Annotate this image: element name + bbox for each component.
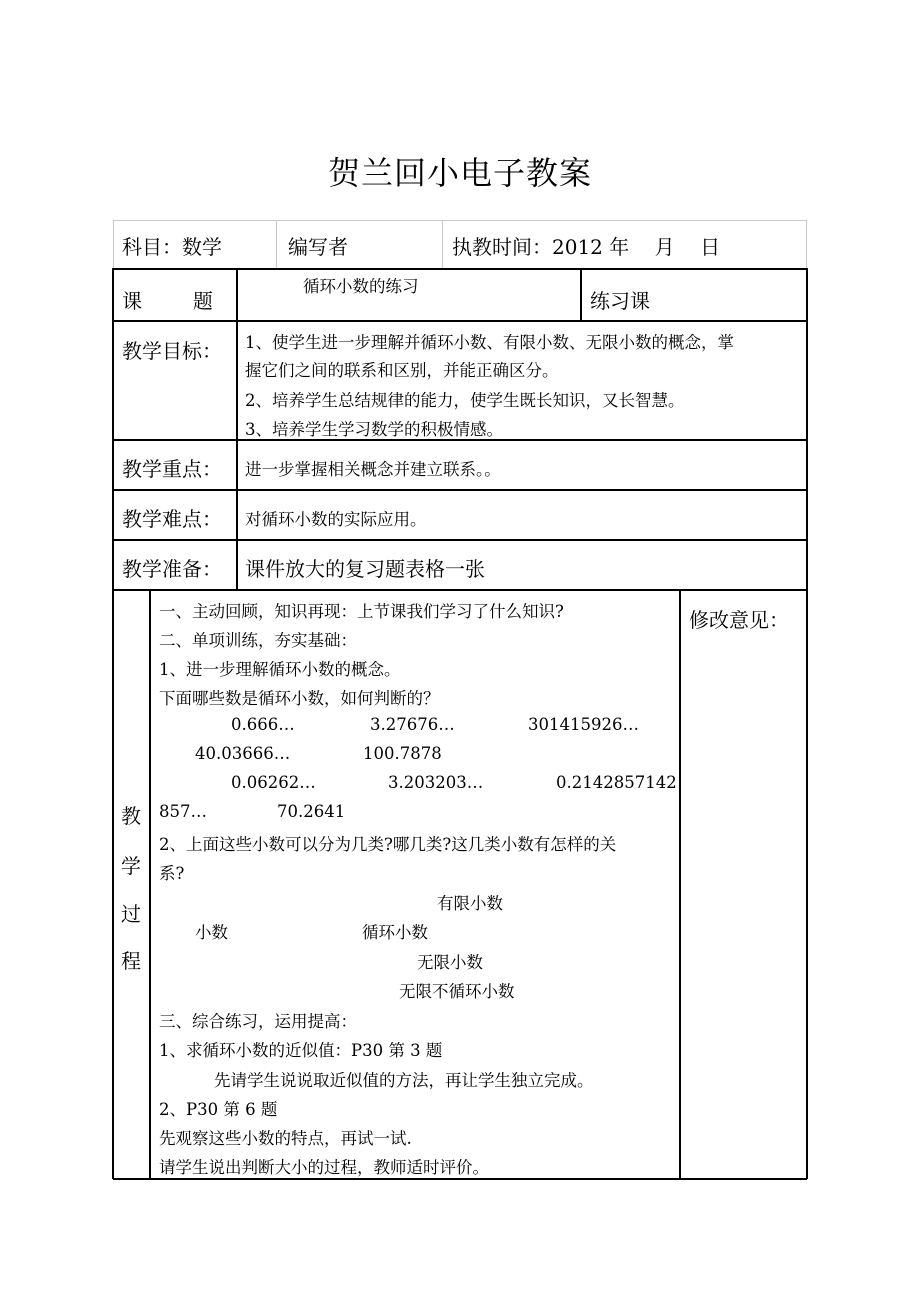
topic-label: 课 题 <box>122 289 213 313</box>
revision-label: 修改意见： <box>689 608 789 632</box>
classification-item: 无限不循环小数 <box>399 982 515 1001</box>
objective-line: 2、培养学生总结规律的能力，使学生既长知识，又长智慧。 <box>245 391 685 410</box>
classification-item: 无限小数 <box>417 953 483 972</box>
difficulty-value: 对循环小数的实际应用。 <box>245 510 427 529</box>
process-line: 请学生说出判断大小的过程，教师适时评价。 <box>159 1158 489 1177</box>
objective-line: 1、使学生进一步理解并循环小数、有限小数、无限小数的概念，掌 <box>245 333 734 352</box>
process-line: 先请学生说说取近似值的方法，再让学生独立完成。 <box>214 1071 594 1090</box>
classification-item: 小数 <box>195 923 228 942</box>
topic-value: 循环小数的练习 <box>303 277 419 296</box>
decimal-example: 70.2641 <box>277 802 346 821</box>
process-line: 1、进一步理解循环小数的概念。 <box>159 660 401 679</box>
decimal-example: 3.203203… <box>388 773 484 792</box>
process-line: 1、求循环小数的近似值：P30 第 3 题 <box>159 1041 443 1060</box>
decimal-example: 857… <box>159 802 207 821</box>
decimal-example: 100.7878 <box>363 744 442 763</box>
key-point-value: 进一步掌握相关概念并建立联系。。 <box>245 460 501 479</box>
decimal-example: 3.27676… <box>370 715 455 734</box>
document-title: 贺兰回小电子教案 <box>327 154 592 192</box>
decimal-example: 0.06262… <box>231 773 316 792</box>
objective-line: 3、培养学生学习数学的积极情感。 <box>245 420 503 439</box>
classification-item: 循环小数 <box>362 923 428 942</box>
objective-line: 握它们之间的联系和区别，并能正确区分。 <box>245 361 559 380</box>
preparation-label: 教学准备： <box>122 557 222 581</box>
process-line: 下面哪些数是循环小数，如何判断的？ <box>159 689 440 708</box>
decimal-example: 40.03666… <box>195 744 291 763</box>
decimal-example: 0.2142857142 <box>556 773 677 792</box>
process-line: 2、上面这些小数可以分为几类?哪几类?这几类小数有怎样的关 <box>159 835 617 854</box>
objectives-label: 教学目标： <box>122 339 222 363</box>
author-field: 编写者 <box>288 235 348 259</box>
lesson-type: 练习课 <box>590 289 650 313</box>
preparation-value: 课件放大的复习题表格一张 <box>245 557 485 581</box>
decimal-example: 0.666… <box>231 715 295 734</box>
subject-field: 科目：数学 <box>122 235 222 259</box>
classification-item: 有限小数 <box>437 894 503 913</box>
decimal-example: 301415926… <box>528 715 639 734</box>
process-line: 系? <box>159 864 185 883</box>
process-line: 二、单项训练，夯实基础： <box>159 631 357 650</box>
difficulty-label: 教学难点： <box>122 507 222 531</box>
process-line: 三、综合练习，运用提高： <box>159 1012 357 1031</box>
key-point-label: 教学重点： <box>122 457 222 481</box>
teaching-time-field: 执教时间：2012 年 月 日 <box>452 235 721 259</box>
process-line: 先观察这些小数的特点，再试一试. <box>159 1129 412 1148</box>
process-line: 一、主动回顾，知识再现：上节课我们学习了什么知识? <box>159 602 564 621</box>
process-line: 2、P30 第 6 题 <box>159 1100 278 1119</box>
